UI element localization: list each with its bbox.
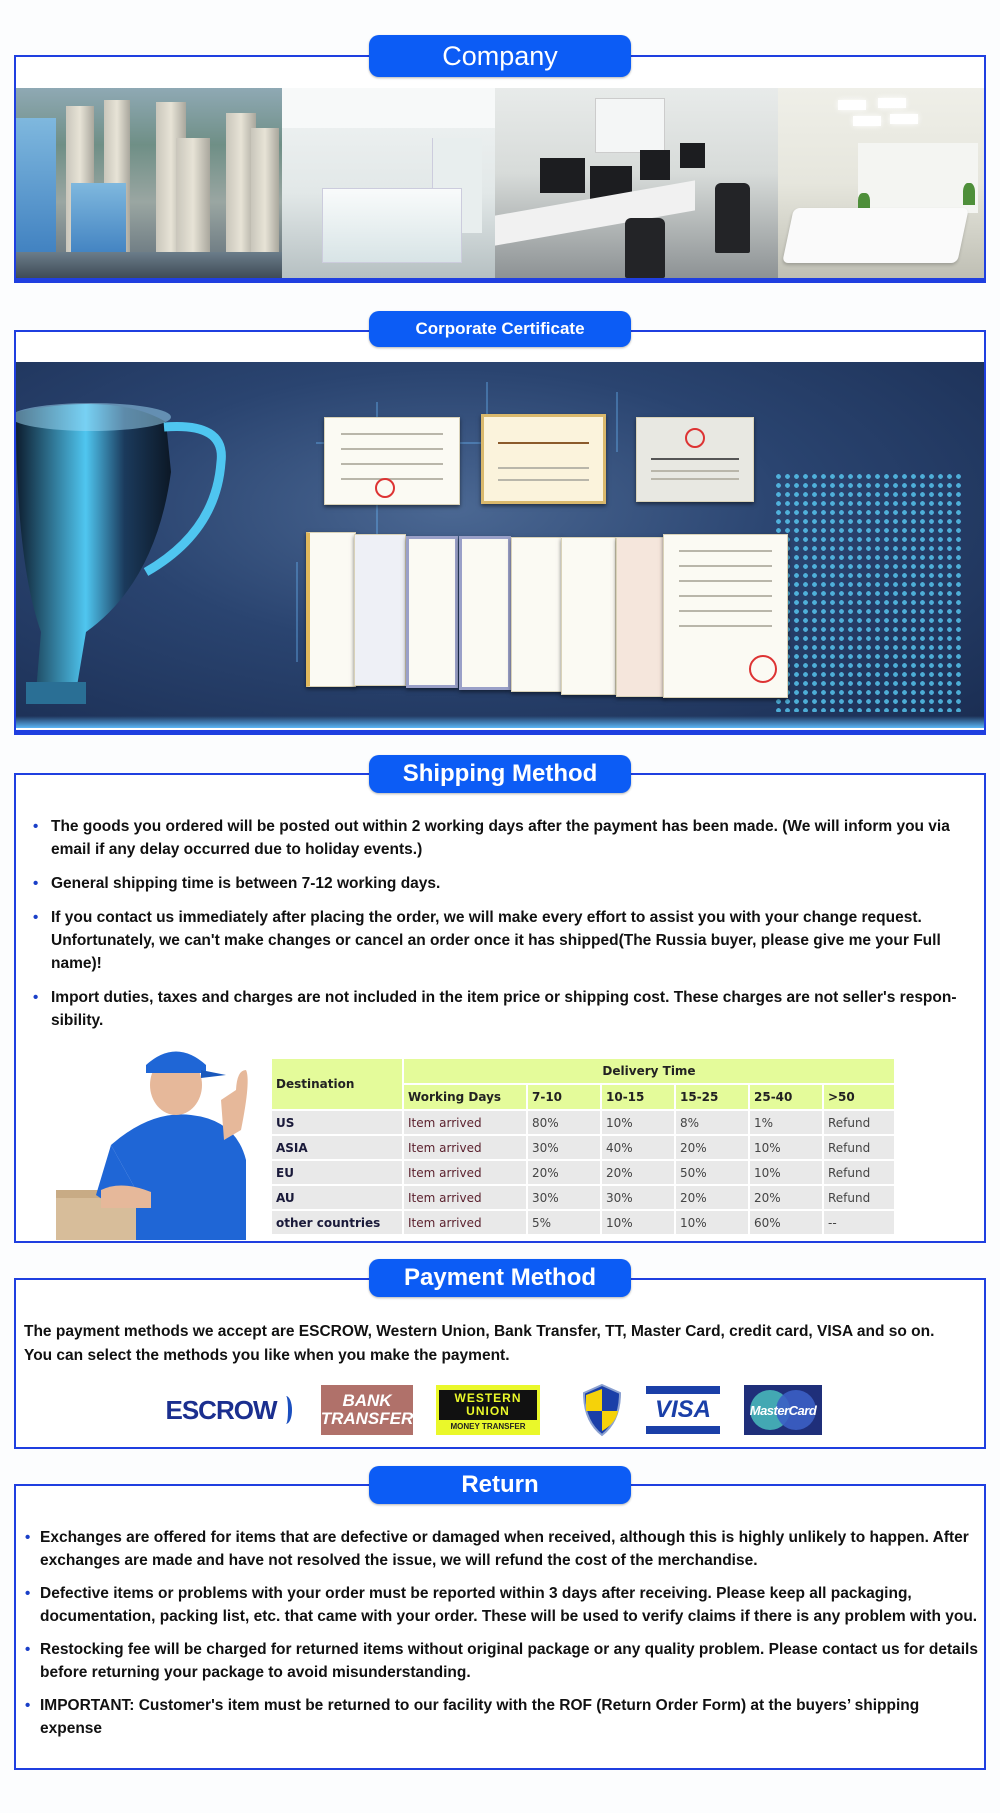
table-cell: Refund xyxy=(824,1161,894,1184)
office-workstations-photo xyxy=(495,88,778,278)
certificate-doc xyxy=(354,534,406,686)
table-row xyxy=(272,1211,894,1234)
city-buildings-photo xyxy=(16,88,282,278)
shipping-bullet-list xyxy=(51,815,981,1043)
table-cell: 20% xyxy=(676,1186,748,1209)
certificate-doc xyxy=(459,536,511,690)
security-shield-icon xyxy=(578,1385,626,1435)
certificate-doc xyxy=(561,537,616,695)
return-bullet: • Restocking fee will be charged for returned items without original package or any quality problem. Please contact us for details before returning your package to avoid misunderstanding. xyxy=(40,1638,980,1684)
shipping-section xyxy=(14,773,986,1243)
table-cell: Item arrived xyxy=(404,1136,526,1159)
subheader-10-15: 10-15 xyxy=(602,1085,674,1109)
header-destination: Destination xyxy=(272,1059,402,1109)
payment-title: Payment Method xyxy=(369,1259,631,1297)
table-cell: 5% xyxy=(528,1211,600,1234)
meeting-room-photo xyxy=(778,88,984,278)
subheader-working-days: Working Days xyxy=(404,1085,526,1109)
table-cell: 30% xyxy=(602,1186,674,1209)
return-bullet: • Defective items or problems with your order must be reported within 3 days after receiving. Please keep all packaging, documentation, packing list, etc. that came with your order. These will be used to verify claims if there is any problem with you. xyxy=(40,1582,980,1628)
return-bullet: • Exchanges are offered for items that are defective or damaged when received, although this is highly unlikely to happen. After exchanges are made and have not resolved the issue, we will refund the cost of the merchandise. xyxy=(40,1526,980,1572)
certificate-doc xyxy=(481,414,606,504)
courier-thumbs-up-image xyxy=(41,1040,281,1240)
return-title: Return xyxy=(369,1466,631,1504)
escrow-logo: ESCROW xyxy=(161,1385,296,1435)
row-destination: ASIA xyxy=(272,1136,402,1159)
certificate-doc xyxy=(663,534,788,698)
table-row xyxy=(272,1186,894,1209)
visa-logo: VISA xyxy=(646,1385,720,1435)
table-cell: 60% xyxy=(750,1211,822,1234)
company-section xyxy=(14,55,986,283)
table-cell: -- xyxy=(824,1211,894,1234)
bank-transfer-logo: BANK TRANSFER xyxy=(321,1385,413,1435)
return-bullet: • IMPORTANT: Customer's item must be returned to our facility with the ROF (Return Order Form) at the buyers’ shipping expense xyxy=(40,1694,980,1740)
mastercard-logo: MasterCard xyxy=(744,1385,822,1435)
table-cell: 20% xyxy=(750,1186,822,1209)
subheader-25-40: 25-40 xyxy=(750,1085,822,1109)
shipping-title: Shipping Method xyxy=(369,755,631,793)
shipping-bullet: • If you contact us immediately after placing the order, we will make every effort to assist you with your change request. Unfortunately, we can't make changes or cancel an order once it has shipped(The Russia buyer, please give me your Full name)! xyxy=(51,906,981,975)
payment-logos xyxy=(16,1385,984,1441)
row-destination: other countries xyxy=(272,1211,402,1234)
table-cell: Refund xyxy=(824,1136,894,1159)
table-cell: 40% xyxy=(602,1136,674,1159)
table-cell: Item arrived xyxy=(404,1211,526,1234)
subheader-7-10: 7-10 xyxy=(528,1085,600,1109)
table-row xyxy=(272,1111,894,1134)
trophy-icon xyxy=(16,382,236,712)
table-cell: 10% xyxy=(676,1211,748,1234)
table-cell: 20% xyxy=(676,1136,748,1159)
western-union-logo: WESTERN UNION MONEY TRANSFER xyxy=(436,1385,540,1435)
certificate-section xyxy=(14,330,986,735)
certificate-doc xyxy=(636,417,754,502)
table-cell: Item arrived xyxy=(404,1186,526,1209)
row-destination: EU xyxy=(272,1161,402,1184)
reception-lobby-photo xyxy=(282,88,495,278)
subheader-15-25: 15-25 xyxy=(676,1085,748,1109)
table-cell: 20% xyxy=(602,1161,674,1184)
table-row xyxy=(272,1136,894,1159)
certificate-doc xyxy=(324,417,460,505)
table-cell: 80% xyxy=(528,1111,600,1134)
delivery-time-table xyxy=(270,1057,896,1236)
certificate-doc xyxy=(511,537,563,692)
table-row xyxy=(272,1161,894,1184)
shipping-bullet: • Import duties, taxes and charges are not included in the item price or shipping cost. These charges are not seller's respon-sibility. xyxy=(51,986,981,1032)
row-destination: AU xyxy=(272,1186,402,1209)
company-title: Company xyxy=(369,35,631,77)
payment-section xyxy=(14,1278,986,1449)
table-cell: 1% xyxy=(750,1111,822,1134)
certificate-doc xyxy=(616,537,666,697)
table-cell: Refund xyxy=(824,1111,894,1134)
table-cell: Item arrived xyxy=(404,1111,526,1134)
city-dots-graphic xyxy=(774,472,964,712)
company-photo-strip xyxy=(16,88,984,278)
payment-description-line: The payment methods we accept are ESCROW, Western Union, Bank Transfer, TT, Master Card, credit card, VISA and so on. xyxy=(24,1323,935,1340)
payment-description xyxy=(24,1320,984,1368)
certificate-doc xyxy=(306,532,356,687)
table-cell: 10% xyxy=(602,1111,674,1134)
header-delivery-time: Delivery Time xyxy=(404,1059,894,1083)
certificate-doc xyxy=(406,536,458,688)
shipping-bullet: • General shipping time is between 7-12 working days. xyxy=(51,872,981,895)
subheader-over-50: >50 xyxy=(824,1085,894,1109)
return-bullet-list xyxy=(40,1526,980,1750)
table-cell: 10% xyxy=(602,1211,674,1234)
certificate-banner xyxy=(16,362,984,728)
table-cell: 30% xyxy=(528,1136,600,1159)
table-cell: 10% xyxy=(750,1136,822,1159)
table-cell: 30% xyxy=(528,1186,600,1209)
return-section xyxy=(14,1484,986,1770)
payment-description-line: You can select the methods you like when you make the payment. xyxy=(24,1347,510,1364)
table-cell: Refund xyxy=(824,1186,894,1209)
row-destination: US xyxy=(272,1111,402,1134)
shipping-bullet: • The goods you ordered will be posted out within 2 working days after the payment has been made. (We will inform you via email if any delay occurred due to holiday events.) xyxy=(51,815,981,861)
certificate-title: Corporate Certificate xyxy=(369,311,631,347)
table-cell: 8% xyxy=(676,1111,748,1134)
table-cell: 10% xyxy=(750,1161,822,1184)
table-cell: Item arrived xyxy=(404,1161,526,1184)
table-cell: 50% xyxy=(676,1161,748,1184)
table-cell: 20% xyxy=(528,1161,600,1184)
